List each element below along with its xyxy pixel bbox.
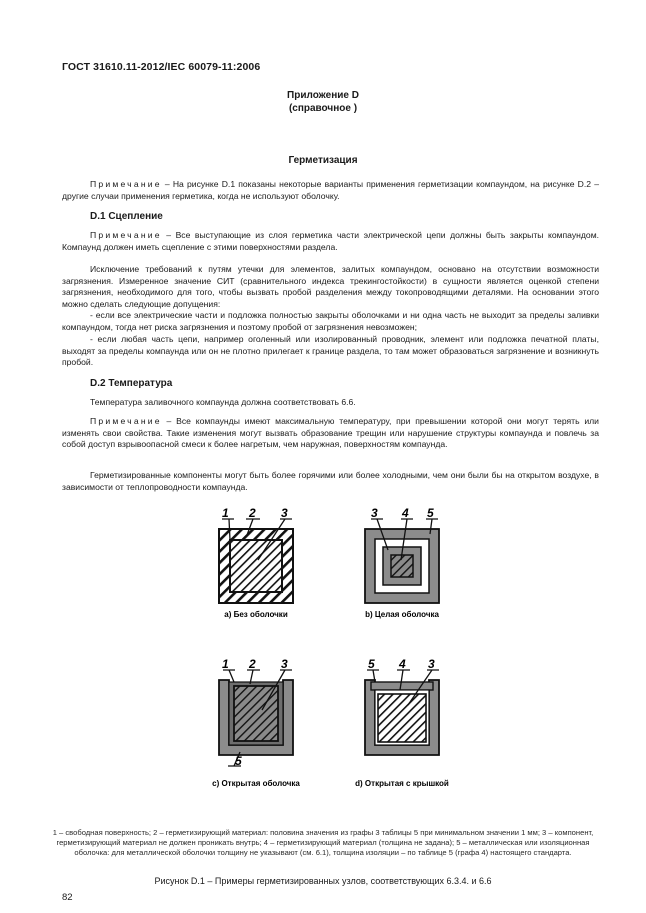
note-label: Примечание	[90, 230, 162, 240]
document-header: ГОСТ 31610.11-2012/IEC 60079-11:2006	[62, 61, 261, 73]
component	[230, 540, 282, 592]
callout-number: 1	[222, 657, 229, 671]
component	[378, 694, 426, 742]
d2-paragraph-2: Герметизированные компоненты могут быть более горячими или более холодными, чем они были бы на открытом воздухе, в зависимости от теплопроводности компаунда.	[62, 470, 599, 492]
diagram-a	[219, 506, 293, 619]
d2-paragraph-1: Температура заливочного компаунда должна соответствовать 6.6.	[90, 397, 356, 407]
figure-caption: Рисунок D.1 – Примеры герметизированных узлов, соответствующих 6.3.4. и 6.6	[154, 876, 492, 886]
note-text: – Все выступающие из слоя герметика части электрической цепи должны быть закрыты компаундом. Компаунд должен иметь сцепление с этими поверхностями раздела.	[62, 230, 599, 252]
figure-label: a) Без оболочки	[224, 610, 288, 619]
figure-label: d) Открытая с крышкой	[355, 779, 449, 788]
diagram-c	[212, 657, 300, 788]
callout-number: 2	[249, 506, 256, 520]
d1-bullet-2: - если любая часть цепи, например оголенный или изолированный проводник, элемент или подложка печатной платы, выходят за пределы компаунда или он не плотно прилегает к границе раздела, то там может образоваться загрязнение и возникнуть пробой.	[62, 334, 599, 368]
callout-number: 5	[368, 657, 375, 671]
note-label: Примечание	[90, 416, 162, 426]
figure-legend: 1 – свободная поверхность; 2 – герметизирующий материал: половина значения из графы 3 таблицы 5 при минимальном значении 1 мм; 3 – компонент, герметизирующий материал не должен проникать внутрь; 4 – герметизирующий материал (толщина не задана); 5 – металлическая или изоляционная оболочка: для металлической оболочки толщину не указывают (см. 6.1), толщина изоляции – по таблице 5 (графа 4) настоящего стандарта.	[52, 828, 594, 858]
callout-number: 5	[427, 506, 434, 520]
note-text: – На рисунке D.1 показаны некоторые варианты применения герметизации компаундом, на рисунке D.2 – другие случаи применения герметика, когда не используют оболочку.	[62, 179, 599, 201]
annex-title: Приложение D	[287, 90, 359, 101]
d1-bullet-1: - если все электрические части и подложка полностью закрыты оболочками и ни одна часть не выходит за пределы заливки компаундом, тогда нет риска загрязнения и поэтому пробой от загрязнения невозможен;	[62, 310, 599, 332]
callout-number: 3	[281, 657, 288, 671]
page-number: 82	[62, 892, 73, 903]
note-label: Примечание	[90, 179, 162, 189]
note-text: – Все компаунды имеют максимальную температуру, при превышении которой они могут терять или изменять свои свойства. Такие изменения могут вызвать образование трещин или нарушение структуры компаунда и повлечь за собой доступ взрывоопасной смеси к более нагретым, чем наружная, поверхностям компаунда.	[62, 416, 599, 450]
callout-number: 1	[222, 506, 229, 520]
callout-number: 4	[399, 657, 406, 671]
d1-paragraph: Исключение требований к путям утечки для элементов, залитых компаундом, основано на отсутствии возможности загрязнения. Измеренное значение СИТ (сравнительного индекса трекингостойкости) в сущности является оценкой степени загрязнения, необходимого для того, чтобы вызвать пробой разделения между токопроводящими деталями. На основании этого можно сделать следующие допущения:	[62, 264, 599, 309]
annex-subtitle: (справочное )	[288, 103, 358, 114]
figure-label: b) Целая оболочка	[365, 610, 439, 619]
callout-number: 3	[428, 657, 435, 671]
callout-number: 3	[281, 506, 288, 520]
diagram-b	[365, 506, 439, 619]
section-heading-d2: D.2 Температура	[90, 378, 173, 389]
section-title: Герметизация	[288, 155, 358, 166]
callout-number: 3	[371, 506, 378, 520]
callout-number: 4	[402, 506, 409, 520]
diagram-d	[355, 657, 449, 788]
component	[391, 555, 413, 577]
section-heading-d1: D.1 Сцепление	[90, 211, 163, 222]
figure-label: c) Открытая оболочка	[212, 779, 300, 788]
callout-number: 2	[249, 657, 256, 671]
callout-number: 5	[235, 754, 242, 768]
